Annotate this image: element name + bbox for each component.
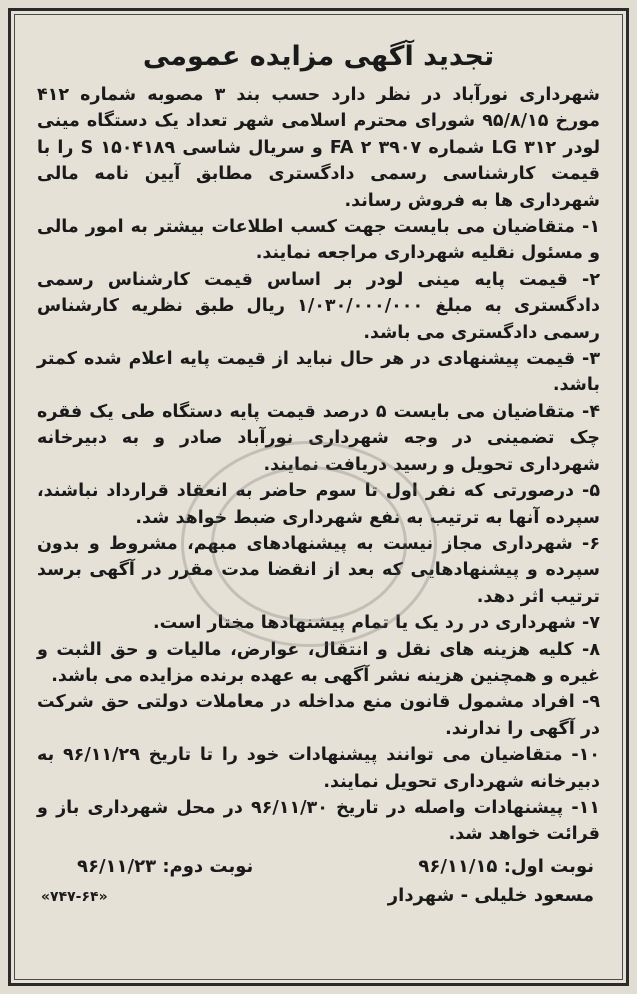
list-item: ۷- شهرداری در رد یک یا تمام پیشنهادها مختار است. [152,613,600,634]
list-item: ۶- شهرداری مجاز نیست به پیشنهادهای مبهم، مشروط و بدون سپرده و پیشنهادهایی که بعد از انقضا مدت مقرر در آگهی برسد ترتیب اثر دهد. [37,533,600,607]
ad-code: «۷۴۷-۶۴» [41,888,108,905]
intro-paragraph: شهرداری نورآباد در نظر دارد حسب بند ۳ مصوبه شماره ۴۱۲ مورخ ۹۵/۸/۱۵ شورای محترم اسلامی شهر تعداد یک دستگاه مینی لودر LG ۳۱۲ شماره ۳۹۰۷ FA ۲ و سریال شاسی ۱۵۰۴۱۸۹ S را با قیمت کارشناسی رسمی دادگستری مطابق آیین نامه مالی شهرداری ها به فروش رساند. [37,85,601,211]
list-item: ۹- افراد مشمول قانون منع مداخله در معاملات دولتی حق شرکت در آگهی را ندارند. [37,692,600,739]
list-item: ۱۰- متقاضیان می توانند پیشنهادات خود را تا تاریخ ۹۶/۱۱/۲۹ به دبیرخانه شهرداری تحویل نمایند. [37,745,600,792]
first-notice-date: نوبت اول: ۹۶/۱۱/۱۵ [418,855,594,877]
list-item: ۲- قیمت پایه مینی لودر بر اساس قیمت کارشناس رسمی دادگستری به مبلغ ۱/۰۳۰/۰۰۰/۰۰۰ ریال طبق نظریه کارشناس رسمی دادگستری می باشد. [37,269,600,343]
second-notice-date: نوبت دوم: ۹۶/۱۱/۲۳ [77,855,254,877]
list-item: ۳- قیمت پیشنهادی در هر حال نباید از قیمت پایه اعلام شده کمتر باشد. [37,349,600,396]
mayor-signature: مسعود خلیلی - شهردار [387,884,594,906]
signature-row [37,885,600,906]
notice-title: تجدید آگهی مزایده عمومی [142,41,495,72]
list-item: ۱- متقاضیان می بایست جهت کسب اطلاعات بیشتر به امور مالی و مسئول نقلیه شهرداری مراجعه نمایند. [37,217,600,264]
notice-body [37,82,600,848]
publication-dates [37,856,600,877]
list-item: ۸- کلیه هزینه های نقل و انتقال، عوارض، مالیات و حق الثبت و غیره و همچنین هزینه نشر آگهی به عهده برنده مزایده می باشد. [37,639,600,686]
auction-notice-frame [8,8,629,986]
list-item: ۴- متقاضیان می بایست ۵ درصد قیمت پایه دستگاه طی یک فقره چک تضمینی در وجه شهرداری نورآباد صادر و به دبیرخانه شهرداری تحویل و رسید دریافت نمایند. [37,401,600,475]
list-item: ۵- درصورتی که نفر اول تا سوم حاضر به انعقاد قرارداد نباشند، سپرده آنها به ترتیب به نفع شهرداری ضبط خواهد شد. [37,481,600,528]
list-item: ۱۱- پیشنهادات واصله در تاریخ ۹۶/۱۱/۳۰ در محل شهرداری باز و قرائت خواهد شد. [37,797,600,845]
